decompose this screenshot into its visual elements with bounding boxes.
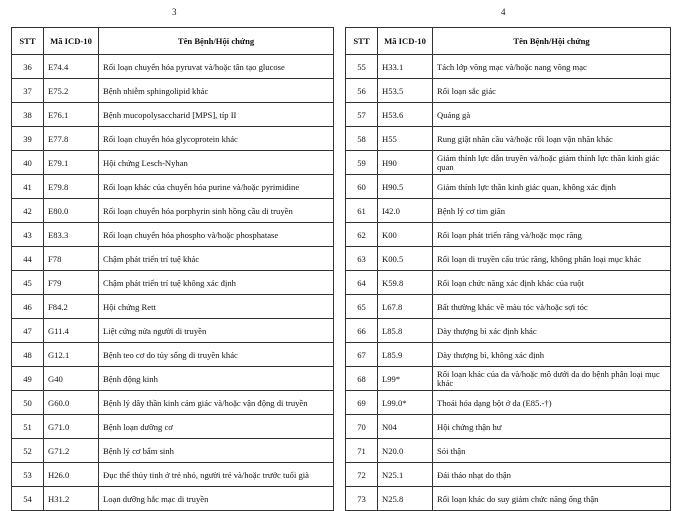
row-stt: 64 <box>346 271 378 295</box>
row-disease-name: Bệnh động kinh <box>99 367 334 391</box>
row-stt: 52 <box>12 439 44 463</box>
header-stt: STT <box>346 28 378 55</box>
icd-table-right <box>345 27 671 511</box>
table-row <box>346 247 671 271</box>
row-disease-name: Rối loạn khác của chuyển hóa purine và/hoặc pyrimidine <box>99 175 334 199</box>
table-row <box>12 223 334 247</box>
table-row <box>346 391 671 415</box>
row-disease-name: Quáng gà <box>433 103 671 127</box>
table-row <box>346 487 671 511</box>
row-stt: 56 <box>346 79 378 103</box>
row-disease-name: Thoái hóa dạng bột ở da (E85.-†) <box>433 391 671 415</box>
row-stt: 54 <box>12 487 44 511</box>
row-disease-name: Rối loạn chuyển hóa pyruvat và/hoặc tân tạo glucose <box>99 55 334 79</box>
row-stt: 41 <box>12 175 44 199</box>
row-icd-code: G40 <box>44 367 99 391</box>
row-icd-code: E79.8 <box>44 175 99 199</box>
row-disease-name: Rối loạn phát triển răng và/hoặc mọc răng <box>433 223 671 247</box>
row-disease-name: Loạn dưỡng hắc mạc di truyền <box>99 487 334 511</box>
row-icd-code: N25.8 <box>378 487 433 511</box>
table-row <box>12 487 334 511</box>
table-row <box>12 391 334 415</box>
row-stt: 68 <box>346 367 378 391</box>
row-icd-code: H90.5 <box>378 175 433 199</box>
row-icd-code: G12.1 <box>44 343 99 367</box>
row-disease-name: Rối loạn chuyển hóa glycoprotein khác <box>99 127 334 151</box>
row-icd-code: L85.9 <box>378 343 433 367</box>
row-disease-name: Rối loạn chuyển hóa porphyrin sinh hồng cầu di truyền <box>99 199 334 223</box>
row-icd-code: F79 <box>44 271 99 295</box>
row-stt: 65 <box>346 295 378 319</box>
table-row <box>346 79 671 103</box>
table-row <box>346 175 671 199</box>
row-stt: 47 <box>12 319 44 343</box>
row-icd-code: L99* <box>378 367 433 391</box>
row-stt: 67 <box>346 343 378 367</box>
row-stt: 45 <box>12 271 44 295</box>
table-row <box>12 127 334 151</box>
row-disease-name: Bất thường khác về màu tóc và/hoặc sợi tóc <box>433 295 671 319</box>
row-stt: 36 <box>12 55 44 79</box>
row-disease-name: Bệnh lý cơ tim giãn <box>433 199 671 223</box>
row-disease-name: Rối loạn chuyển hóa phospho và/hoặc phosphatase <box>99 223 334 247</box>
row-icd-code: E77.8 <box>44 127 99 151</box>
table-row <box>12 199 334 223</box>
table-row <box>346 103 671 127</box>
row-icd-code: H33.1 <box>378 55 433 79</box>
table-row <box>346 439 671 463</box>
table-row <box>12 103 334 127</box>
row-disease-name: Giảm thính lực dẫn truyền và/hoặc giảm thính lực thần kinh giác quan <box>433 151 671 175</box>
row-icd-code: G71.2 <box>44 439 99 463</box>
table-row <box>346 319 671 343</box>
table-row <box>12 151 334 175</box>
table-row <box>346 199 671 223</box>
row-icd-code: E83.3 <box>44 223 99 247</box>
row-icd-code: K59.8 <box>378 271 433 295</box>
table-row <box>12 247 334 271</box>
row-disease-name: Rối loạn sắc giác <box>433 79 671 103</box>
table-row <box>346 55 671 79</box>
row-stt: 59 <box>346 151 378 175</box>
table-row <box>12 439 334 463</box>
header-icd-code: Mã ICD-10 <box>378 28 433 55</box>
row-icd-code: L99.0* <box>378 391 433 415</box>
row-stt: 49 <box>12 367 44 391</box>
row-icd-code: H55 <box>378 127 433 151</box>
page-number-right: 4 <box>501 7 506 17</box>
row-disease-name: Bệnh nhiễm sphingolipid khác <box>99 79 334 103</box>
icd-table-left <box>11 27 334 511</box>
table-row <box>12 463 334 487</box>
table-row <box>346 295 671 319</box>
row-stt: 60 <box>346 175 378 199</box>
header-disease-name: Tên Bệnh/Hội chứng <box>433 28 671 55</box>
table-row <box>346 343 671 367</box>
row-stt: 40 <box>12 151 44 175</box>
header-stt: STT <box>12 28 44 55</box>
table-row <box>12 295 334 319</box>
row-icd-code: K00 <box>378 223 433 247</box>
row-icd-code: E79.1 <box>44 151 99 175</box>
row-disease-name: Rối loạn di truyền cấu trúc răng, không phân loại mục khác <box>433 247 671 271</box>
row-stt: 44 <box>12 247 44 271</box>
table-row <box>346 463 671 487</box>
row-icd-code: H90 <box>378 151 433 175</box>
row-disease-name: Sỏi thận <box>433 439 671 463</box>
row-disease-name: Dày thượng bì xác định khác <box>433 319 671 343</box>
header-icd-code: Mã ICD-10 <box>44 28 99 55</box>
row-stt: 62 <box>346 223 378 247</box>
row-icd-code: N20.0 <box>378 439 433 463</box>
row-stt: 58 <box>346 127 378 151</box>
row-disease-name: Giảm thính lực thần kinh giác quan, không xác định <box>433 175 671 199</box>
table-row <box>346 223 671 247</box>
row-disease-name: Rối loạn khác của da và/hoặc mô dưới da do bệnh phân loại mục khác <box>433 367 671 391</box>
row-disease-name: Bệnh loạn dưỡng cơ <box>99 415 334 439</box>
row-stt: 73 <box>346 487 378 511</box>
row-disease-name: Hội chứng Lesch-Nyhan <box>99 151 334 175</box>
row-disease-name: Đục thể thủy tinh ở trẻ nhỏ, người trẻ và/hoặc trước tuổi già <box>99 463 334 487</box>
table-header-row <box>346 28 671 55</box>
row-icd-code: F84.2 <box>44 295 99 319</box>
row-icd-code: G71.0 <box>44 415 99 439</box>
row-stt: 70 <box>346 415 378 439</box>
row-disease-name: Hội chứng Rett <box>99 295 334 319</box>
row-icd-code: H26.0 <box>44 463 99 487</box>
table-row <box>12 367 334 391</box>
row-icd-code: E74.4 <box>44 55 99 79</box>
row-disease-name: Dày thượng bì, không xác định <box>433 343 671 367</box>
row-disease-name: Chậm phát triển trí tuệ khác <box>99 247 334 271</box>
row-disease-name: Đái tháo nhạt do thận <box>433 463 671 487</box>
row-disease-name: Chậm phát triển trí tuệ không xác định <box>99 271 334 295</box>
row-stt: 63 <box>346 247 378 271</box>
row-icd-code: F78 <box>44 247 99 271</box>
row-icd-code: E80.0 <box>44 199 99 223</box>
page-number-left: 3 <box>172 7 177 17</box>
row-icd-code: N25.1 <box>378 463 433 487</box>
table-row <box>12 79 334 103</box>
row-icd-code: L85.8 <box>378 319 433 343</box>
row-icd-code: G11.4 <box>44 319 99 343</box>
row-icd-code: G60.0 <box>44 391 99 415</box>
row-disease-name: Tách lớp võng mạc và/hoặc nang võng mạc <box>433 55 671 79</box>
row-stt: 43 <box>12 223 44 247</box>
table-row <box>12 271 334 295</box>
row-disease-name: Hội chứng thận hư <box>433 415 671 439</box>
table-row <box>12 415 334 439</box>
header-disease-name: Tên Bệnh/Hội chứng <box>99 28 334 55</box>
row-stt: 57 <box>346 103 378 127</box>
row-icd-code: E75.2 <box>44 79 99 103</box>
row-disease-name: Bệnh teo cơ do tủy sống di truyền khác <box>99 343 334 367</box>
row-stt: 61 <box>346 199 378 223</box>
table-row <box>346 271 671 295</box>
row-stt: 48 <box>12 343 44 367</box>
table-row <box>346 367 671 391</box>
row-icd-code: E76.1 <box>44 103 99 127</box>
row-stt: 39 <box>12 127 44 151</box>
row-stt: 42 <box>12 199 44 223</box>
row-icd-code: H53.5 <box>378 79 433 103</box>
row-icd-code: H31.2 <box>44 487 99 511</box>
table-header-row <box>12 28 334 55</box>
row-stt: 46 <box>12 295 44 319</box>
row-stt: 38 <box>12 103 44 127</box>
row-disease-name: Rối loạn chức năng xác định khác của ruột <box>433 271 671 295</box>
row-stt: 71 <box>346 439 378 463</box>
row-stt: 55 <box>346 55 378 79</box>
table-row <box>12 319 334 343</box>
table-row <box>12 55 334 79</box>
row-icd-code: H53.6 <box>378 103 433 127</box>
row-disease-name: Bệnh lý dây thần kinh cảm giác và/hoặc vận động di truyền <box>99 391 334 415</box>
row-disease-name: Rung giật nhãn cầu và/hoặc rối loạn vận nhãn khác <box>433 127 671 151</box>
row-icd-code: L67.8 <box>378 295 433 319</box>
row-stt: 51 <box>12 415 44 439</box>
row-stt: 53 <box>12 463 44 487</box>
row-disease-name: Bệnh lý cơ bẩm sinh <box>99 439 334 463</box>
row-icd-code: I42.0 <box>378 199 433 223</box>
row-stt: 69 <box>346 391 378 415</box>
row-disease-name: Rối loạn khác do suy giảm chức năng ống thận <box>433 487 671 511</box>
row-disease-name: Liệt cứng nửa người di truyền <box>99 319 334 343</box>
row-icd-code: N04 <box>378 415 433 439</box>
row-stt: 37 <box>12 79 44 103</box>
table-row <box>12 175 334 199</box>
table-row <box>346 415 671 439</box>
row-disease-name: Bệnh mucopolysaccharid [MPS], típ II <box>99 103 334 127</box>
table-row <box>346 151 671 175</box>
table-row <box>12 343 334 367</box>
row-stt: 66 <box>346 319 378 343</box>
table-row <box>346 127 671 151</box>
row-stt: 50 <box>12 391 44 415</box>
row-icd-code: K00.5 <box>378 247 433 271</box>
row-stt: 72 <box>346 463 378 487</box>
